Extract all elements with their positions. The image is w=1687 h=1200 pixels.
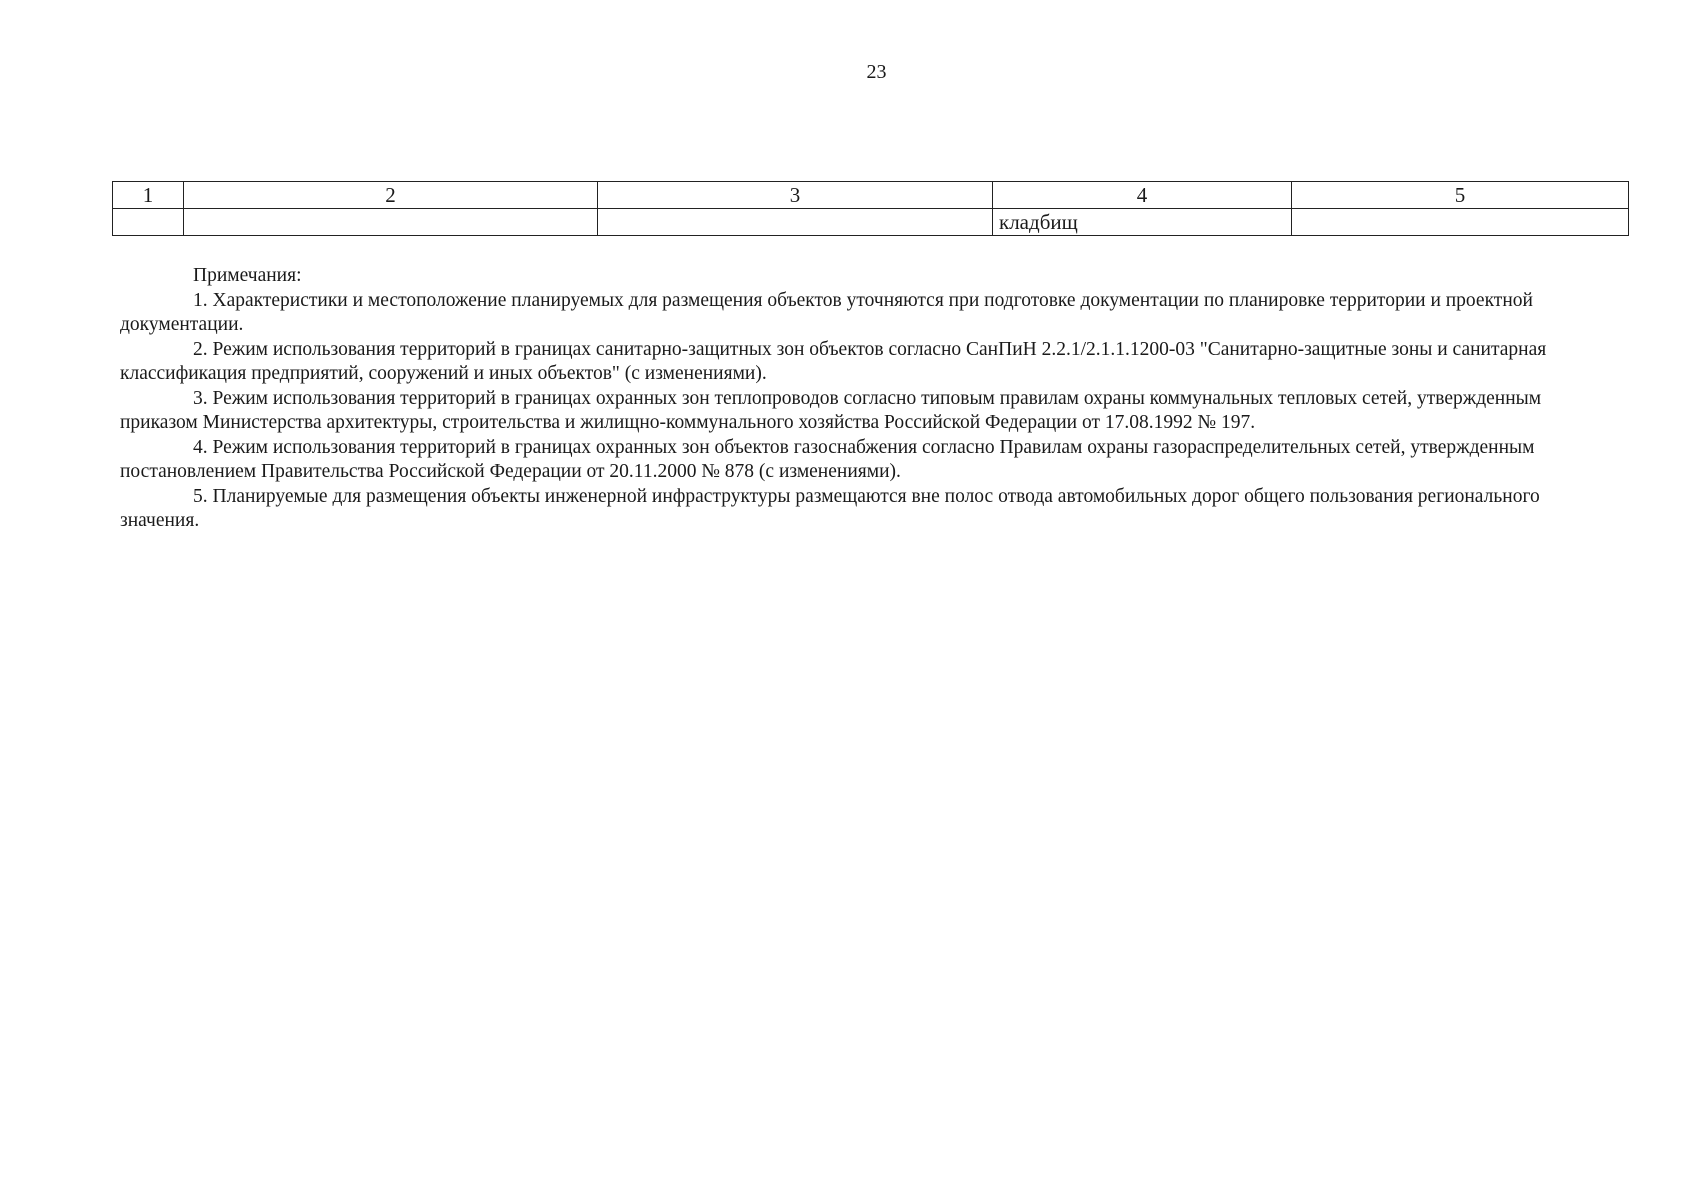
note-item: 3. Режим использования территорий в границах охранных зон теплопроводов согласно типовым правилам охраны коммунальных тепловых сетей, утвержденным приказом Министерства архитектуры, строительства и жилищно-коммунального хозяйства Российской Федерации от 17.08.1992 № 197. [120, 387, 1542, 433]
table-cell: кладбищ [993, 209, 1292, 236]
column-number-2: 2 [184, 182, 598, 209]
table-cell [184, 209, 598, 236]
note-item: 1. Характеристики и местоположение планируемых для размещения объектов уточняются при подготовке документации по планировке территории и проектной документации. [120, 289, 1533, 335]
table-row [113, 209, 1629, 236]
note-item: 4. Режим использования территорий в границах охранных зон объектов газоснабжения согласно Правилам охраны газораспределительных сетей, утвержденным постановлением Правительства Российской Федерации от 20.11.2000 № 878 (с изменениями). [120, 436, 1535, 482]
table-cell [113, 209, 184, 236]
column-number-1: 1 [113, 182, 184, 209]
table-cell [598, 209, 993, 236]
notes-title: Примечания: [193, 265, 302, 286]
column-number-5: 5 [1292, 182, 1629, 209]
note-item: 2. Режим использования территорий в границах санитарно-защитных зон объектов согласно СанПиН 2.2.1/2.1.1.1200-03 "Санитарно-защитные зоны и санитарная классификация предприятий, сооружений и иных объектов" (с изменениями). [120, 338, 1547, 384]
column-number-4: 4 [993, 182, 1292, 209]
notes-section [120, 264, 1590, 534]
column-number-3: 3 [598, 182, 993, 209]
table-header-row [113, 182, 1629, 209]
table-cell [1292, 209, 1629, 236]
note-item: 5. Планируемые для размещения объекты инженерной инфраструктуры размещаются вне полос отвода автомобильных дорог общего пользования регионального значения. [120, 485, 1540, 531]
continuation-table [112, 181, 1629, 236]
page-number: 23 [866, 61, 887, 83]
